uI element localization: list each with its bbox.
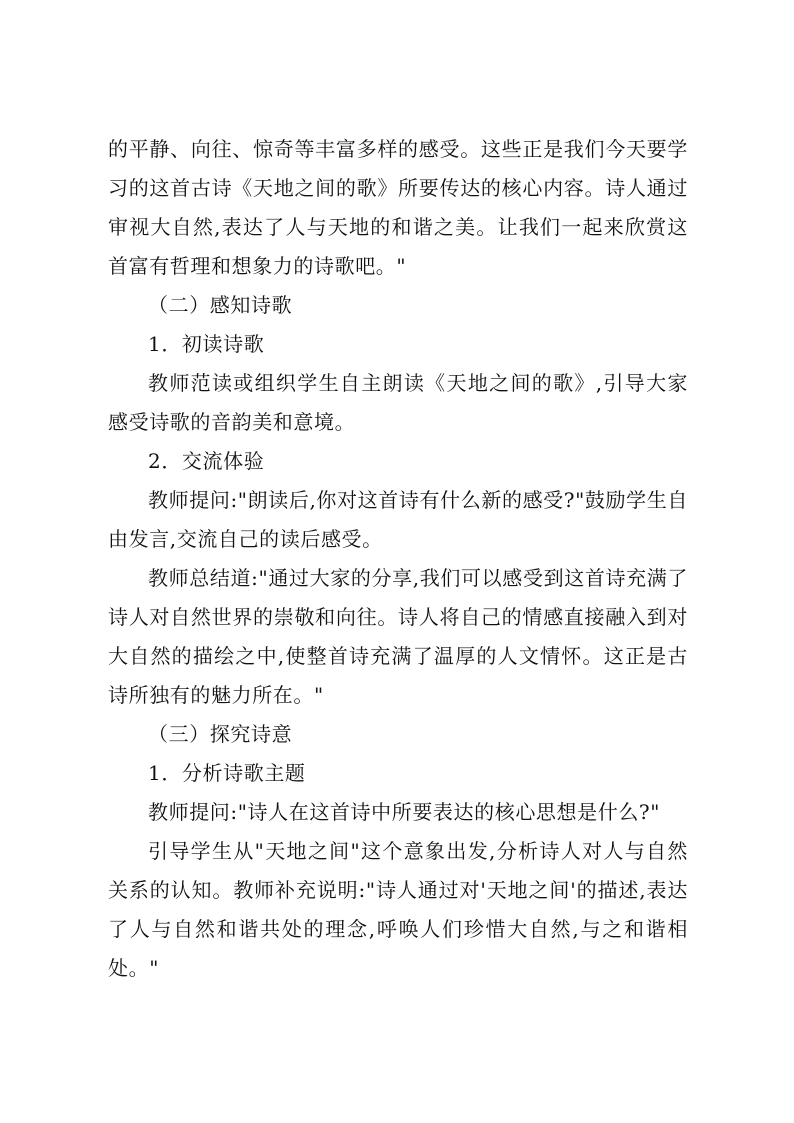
subheading-first-reading: 1．初读诗歌 — [148, 332, 265, 356]
paragraph-teacher-summary: 教师总结道:"通过大家的分享,我们可以感受到这首诗充满了诗人对自然世界的崇敬和向往。诗人将自己的情感直接融入到对大自然的描绘之中,使整首诗充满了温厚的人文情怀。这正是古诗所独有的魅力所在。" — [108, 566, 688, 707]
subheading-analyze-theme: 1．分析诗歌主题 — [148, 761, 306, 785]
paragraph-theme-question: 教师提问:"诗人在这首诗中所要表达的核心思想是什么?" — [148, 800, 661, 824]
paragraph-first-reading: 教师范读或组织学生自主朗读《天地之间的歌》,引导大家感受诗歌的音韵美和意境。 — [108, 371, 688, 434]
paragraph-continued-intro: 的平静、向往、惊奇等丰富多样的感受。这些正是我们今天要学习的这首古诗《天地之间的歌》所要传达的核心内容。诗人通过审视大自然,表达了人与天地的和谐之美。让我们一起来欣赏这首富有哲理和想象力的诗歌吧。" — [108, 137, 688, 278]
section-heading-perceive-poem: （二）感知诗歌 — [148, 293, 293, 317]
paragraph-teacher-question: 教师提问:"朗读后,你对这首诗有什么新的感受?"鼓励学生自由发言,交流自己的读后感受。 — [108, 488, 688, 551]
document-body — [108, 130, 688, 988]
subheading-exchange-experience: 2．交流体验 — [148, 449, 265, 473]
paragraph-guide-students: 引导学生从"天地之间"这个意象出发,分析诗人对人与自然关系的认知。教师补充说明:"诗人通过对'天地之间'的描述,表达了人与自然和谐共处的理念,呼唤人们珍惜大自然,与之和谐相处。" — [108, 839, 688, 980]
section-heading-explore-meaning: （三）探究诗意 — [148, 722, 293, 746]
